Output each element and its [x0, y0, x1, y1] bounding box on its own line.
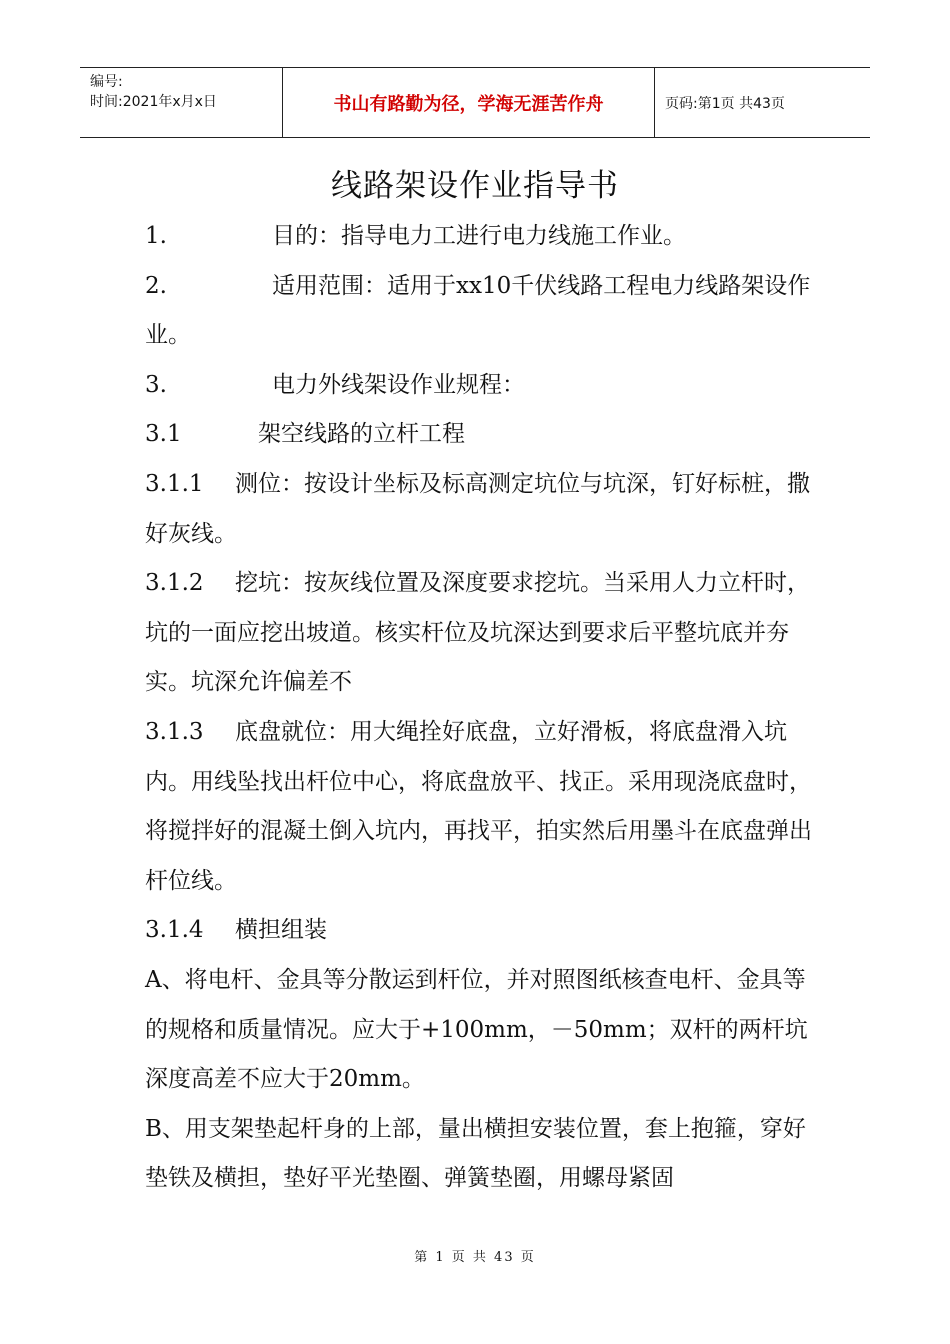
- paragraph-text: 适用范围：适用于xx10千伏线路工程电力线路架设作业。: [145, 272, 811, 349]
- paragraph-number: 1.: [145, 223, 167, 249]
- paragraph-number: 3.1.4: [145, 917, 204, 944]
- document-body: [145, 212, 815, 1204]
- paragraph: [145, 460, 815, 559]
- paragraph-text: 架空线路的立杆工程: [258, 421, 465, 448]
- paragraph-text: 挖坑：按灰线位置及深度要求挖坑。当采用人力立杆时，坑的一面应挖出坡道。核实杆位及坑深达到要求后平整坑底并夯实。坑深允许偏差不: [145, 570, 810, 696]
- page-footer: 第 1 页 共 43 页: [414, 1250, 536, 1265]
- header-slogan: 书山有路勤为径，学海无涯苦作舟: [283, 68, 655, 137]
- paragraph-text: 电力外线架设作业规程：: [272, 371, 525, 398]
- paragraph-text: A、将电杆、金具等分散运到杆位，并对照图纸核查电杆、金具等的规格和质量情况。应大于+100mm，－50mm；双杆的两杆坑深度高差不应大于20mm。: [145, 966, 808, 1093]
- paragraph-text: B、用支架垫起杆身的上部，量出横担安装位置，套上抱箍，穿好垫铁及横担，垫好平光垫圈、弹簧垫圈，用螺母紧固: [145, 1115, 806, 1192]
- paragraph: [145, 262, 815, 361]
- page-title: 线路架设作业指导书: [331, 168, 619, 204]
- paragraph-text: 底盘就位：用大绳拴好底盘，立好滑板，将底盘滑入坑内。用线坠找出杆位中心，将底盘放平、找正。采用现浇底盘时，将搅拌好的混凝土倒入坑内，再找平，拍实然后用墨斗在底盘弹出杆位线。: [145, 718, 812, 894]
- paragraph-number: 3.1.3: [145, 718, 204, 745]
- paragraph: [145, 906, 815, 956]
- time-label: 时间:2021年x月x日: [90, 94, 217, 110]
- paragraph-text: 横担组装: [235, 917, 327, 944]
- paragraph-text: 测位：按设计坐标及标高测定坑位与坑深，钉好标桩，撒好灰线。: [145, 470, 810, 547]
- paragraph: [145, 212, 815, 262]
- header-page-info: 页码:第1页 共43页: [665, 95, 785, 112]
- document-header: [80, 67, 870, 138]
- paragraph-number: 3.1.2: [145, 570, 204, 597]
- number-label: 编号:: [90, 74, 123, 90]
- paragraph-text: 目的：指导电力工进行电力线施工作业。: [272, 223, 686, 249]
- paragraph-number: 2.: [145, 272, 167, 299]
- paragraph: [145, 1105, 815, 1204]
- paragraph-number: 3.1: [145, 421, 182, 448]
- paragraph: [145, 956, 815, 1105]
- paragraph: [145, 361, 815, 411]
- paragraph: [145, 410, 815, 460]
- header-meta: [80, 68, 283, 137]
- paragraph: [145, 559, 815, 708]
- paragraph-number: 3.: [145, 371, 167, 398]
- paragraph-number: 3.1.1: [145, 470, 204, 497]
- paragraph: [145, 708, 815, 906]
